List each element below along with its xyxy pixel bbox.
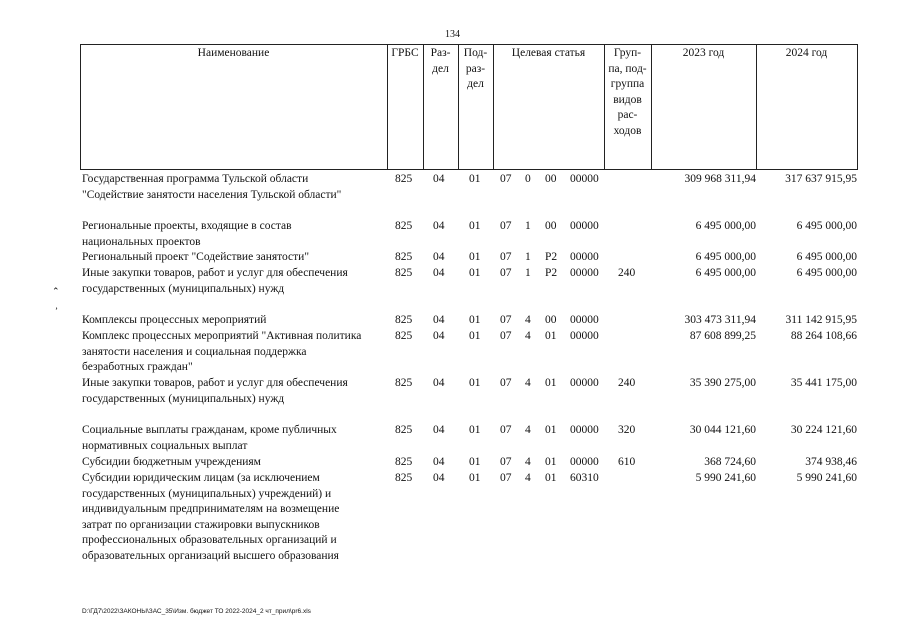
- header-name: Наименование: [197, 47, 270, 59]
- row-name-line: национальных проектов: [82, 235, 201, 248]
- cell-v2024: 30 224 121,60: [790, 424, 857, 436]
- row-name-line: "Содействие занятости населения Тульской области": [82, 188, 342, 201]
- header-group-line: видов: [613, 93, 642, 106]
- row-name-line: индивидуальным предпринимателям на возмещение: [82, 503, 340, 515]
- header-group-line: группа: [610, 78, 645, 90]
- cell-v2023: 6 495 000,00: [695, 220, 756, 232]
- cell-v2024: 6 495 000,00: [796, 220, 857, 232]
- cell-c4: 00000: [570, 377, 599, 389]
- row-name-line: Комплекс процессных мероприятий "Активная политика: [82, 330, 362, 342]
- cell-rz: 04: [433, 424, 445, 436]
- cell-grbs: 825: [395, 424, 413, 436]
- header-podrazdel: [458, 46, 493, 93]
- row-name-line: образовательных организаций высшего образования: [82, 549, 339, 562]
- row-name-line: государственных (муниципальных) учреждений) и: [82, 487, 332, 500]
- cell-grbs: 825: [395, 330, 413, 342]
- cell-c3: 01: [545, 456, 557, 468]
- cell-v2024: 317 637 915,95: [785, 173, 857, 185]
- cell-vr: 240: [618, 267, 636, 279]
- scan-mark: ⌃: [52, 286, 60, 296]
- row-name-line: нормативных социальных выплат: [82, 439, 248, 452]
- cell-v2024: 35 441 175,00: [790, 377, 857, 389]
- cell-pr: 01: [469, 251, 481, 263]
- row-name-line: Иные закупки товаров, работ и услуг для обеспечения: [82, 267, 348, 279]
- header-target: Целевая статья: [511, 47, 586, 59]
- header-divider: [80, 44, 81, 170]
- cell-c4: 00000: [570, 220, 599, 232]
- cell-v2024: 6 495 000,00: [796, 267, 857, 279]
- row-name-line: затрат по организации стажировки выпускников: [82, 518, 320, 531]
- cell-pr: 01: [469, 173, 481, 185]
- header-divider: [756, 44, 757, 170]
- header-group-line: па, под-: [608, 62, 647, 75]
- cell-c3: P2: [545, 251, 558, 263]
- header-group-line: рас-: [617, 109, 638, 121]
- cell-c4: 00000: [570, 314, 599, 326]
- cell-v2023: 309 968 311,94: [684, 173, 756, 185]
- cell-rz: 04: [433, 377, 445, 389]
- cell-grbs: 825: [395, 173, 413, 185]
- cell-v2024: 374 938,46: [805, 456, 857, 468]
- cell-v2023: 6 495 000,00: [695, 267, 756, 279]
- row-name-line: занятости населения и социальная поддержка: [82, 345, 307, 358]
- cell-c3: 01: [545, 424, 557, 436]
- header-razdel-line: Раз-: [430, 47, 451, 59]
- header-grbs: ГРБС: [391, 47, 419, 59]
- header-2023: 2023 год: [682, 47, 725, 59]
- page-number: 134: [445, 29, 460, 40]
- header-divider: [651, 44, 652, 170]
- cell-vr: 610: [618, 456, 636, 468]
- row-name-line: Региональный проект "Содействие занятости": [82, 251, 310, 263]
- cell-pr: 01: [469, 377, 481, 389]
- cell-rz: 04: [433, 251, 445, 263]
- header-group-line: ходов: [613, 124, 642, 137]
- cell-pr: 01: [469, 220, 481, 232]
- cell-v2023: 35 390 275,00: [689, 377, 756, 389]
- cell-pr: 01: [469, 314, 481, 326]
- cell-pr: 01: [469, 424, 481, 436]
- header-podrazdel-line: Под-: [463, 47, 488, 59]
- cell-c4: 00000: [570, 330, 599, 342]
- cell-v2024: 88 264 108,66: [790, 330, 857, 342]
- header-podrazdel-line: раз-: [465, 62, 486, 75]
- cell-v2023: 303 473 311,94: [684, 314, 756, 326]
- row-name-line: Иные закупки товаров, работ и услуг для обеспечения: [82, 377, 348, 389]
- header-2024: 2024 год: [785, 47, 828, 59]
- cell-c1: 07: [500, 424, 512, 436]
- cell-c1: 07: [500, 472, 512, 484]
- cell-c2: 1: [525, 220, 531, 232]
- cell-c1: 07: [500, 330, 512, 342]
- header-divider: [387, 44, 388, 170]
- cell-c2: 1: [525, 251, 531, 263]
- row-name-line: безработных граждан": [82, 361, 193, 373]
- cell-c2: 1: [525, 267, 531, 279]
- cell-c2: 0: [525, 173, 531, 185]
- cell-v2024: 311 142 915,95: [785, 314, 857, 326]
- cell-c2: 4: [525, 472, 531, 484]
- cell-c4: 00000: [570, 173, 599, 185]
- cell-rz: 04: [433, 330, 445, 342]
- cell-c3: 00: [545, 314, 557, 326]
- cell-pr: 01: [469, 456, 481, 468]
- header-top-border: [80, 44, 857, 45]
- cell-c4: 60310: [570, 472, 599, 484]
- cell-vr: 320: [618, 424, 636, 436]
- cell-rz: 04: [433, 456, 445, 468]
- cell-pr: 01: [469, 330, 481, 342]
- cell-pr: 01: [469, 267, 481, 279]
- row-name-line: Региональные проекты, входящие в состав: [82, 220, 292, 232]
- row-name-line: государственных (муниципальных) нужд: [82, 392, 285, 405]
- cell-c3: 01: [545, 377, 557, 389]
- cell-v2023: 30 044 121,60: [689, 424, 756, 436]
- cell-v2023: 87 608 899,25: [689, 330, 756, 342]
- cell-rz: 04: [433, 472, 445, 484]
- row-name-line: Комплексы процессных мероприятий: [82, 314, 267, 326]
- cell-v2023: 5 990 241,60: [695, 472, 756, 484]
- cell-c2: 4: [525, 424, 531, 436]
- row-name-line: Субсидии юридическим лицам (за исключением: [82, 472, 320, 484]
- scan-mark: ’: [55, 306, 58, 316]
- cell-grbs: 825: [395, 251, 413, 263]
- header-razdel-line: дел: [432, 62, 449, 75]
- cell-rz: 04: [433, 173, 445, 185]
- cell-c3: P2: [545, 267, 558, 279]
- cell-v2024: 5 990 241,60: [796, 472, 857, 484]
- row-name-line: профессиональных образовательных организаций и: [82, 534, 337, 546]
- header-group-line: Груп-: [613, 47, 642, 59]
- cell-c4: 00000: [570, 456, 599, 468]
- cell-c3: 00: [545, 220, 557, 232]
- cell-c1: 07: [500, 220, 512, 232]
- cell-c2: 4: [525, 377, 531, 389]
- cell-c1: 07: [500, 314, 512, 326]
- cell-v2023: 6 495 000,00: [695, 251, 756, 263]
- cell-c2: 4: [525, 456, 531, 468]
- cell-c1: 07: [500, 267, 512, 279]
- header-group: [604, 46, 651, 139]
- cell-v2024: 6 495 000,00: [796, 251, 857, 263]
- row-name-line: Социальные выплаты гражданам, кроме публичных: [82, 424, 337, 436]
- row-name-line: государственных (муниципальных) нужд: [82, 282, 285, 295]
- cell-c1: 07: [500, 251, 512, 263]
- cell-v2023: 368 724,60: [704, 456, 756, 468]
- header-divider: [857, 44, 858, 170]
- row-name-line: Государственная программа Тульской области: [82, 173, 309, 185]
- cell-grbs: 825: [395, 220, 413, 232]
- cell-c1: 07: [500, 173, 512, 185]
- cell-c1: 07: [500, 456, 512, 468]
- cell-rz: 04: [433, 314, 445, 326]
- cell-grbs: 825: [395, 377, 413, 389]
- cell-c1: 07: [500, 377, 512, 389]
- header-divider: [493, 44, 494, 170]
- cell-grbs: 825: [395, 267, 413, 279]
- row-name-line: Субсидии бюджетным учреждениям: [82, 456, 261, 468]
- cell-grbs: 825: [395, 472, 413, 484]
- cell-c4: 00000: [570, 267, 599, 279]
- cell-rz: 04: [433, 267, 445, 279]
- cell-vr: 240: [618, 377, 636, 389]
- file-path-footer: D:\ГД7\2022\ЗАКОНЫ\ЗАС_35\Изм. бюджет ТО 2022-2024_2 чт_прил\pr6.xls: [82, 608, 311, 615]
- cell-c2: 4: [525, 314, 531, 326]
- cell-c3: 01: [545, 472, 557, 484]
- cell-c4: 00000: [570, 251, 599, 263]
- cell-c3: 01: [545, 330, 557, 342]
- cell-c3: 00: [545, 173, 557, 185]
- header-razdel: [423, 46, 458, 77]
- cell-pr: 01: [469, 472, 481, 484]
- header-podrazdel-line: дел: [467, 78, 484, 90]
- cell-c4: 00000: [570, 424, 599, 436]
- cell-grbs: 825: [395, 456, 413, 468]
- cell-c2: 4: [525, 330, 531, 342]
- cell-grbs: 825: [395, 314, 413, 326]
- cell-rz: 04: [433, 220, 445, 232]
- header-bottom-border: [80, 169, 857, 170]
